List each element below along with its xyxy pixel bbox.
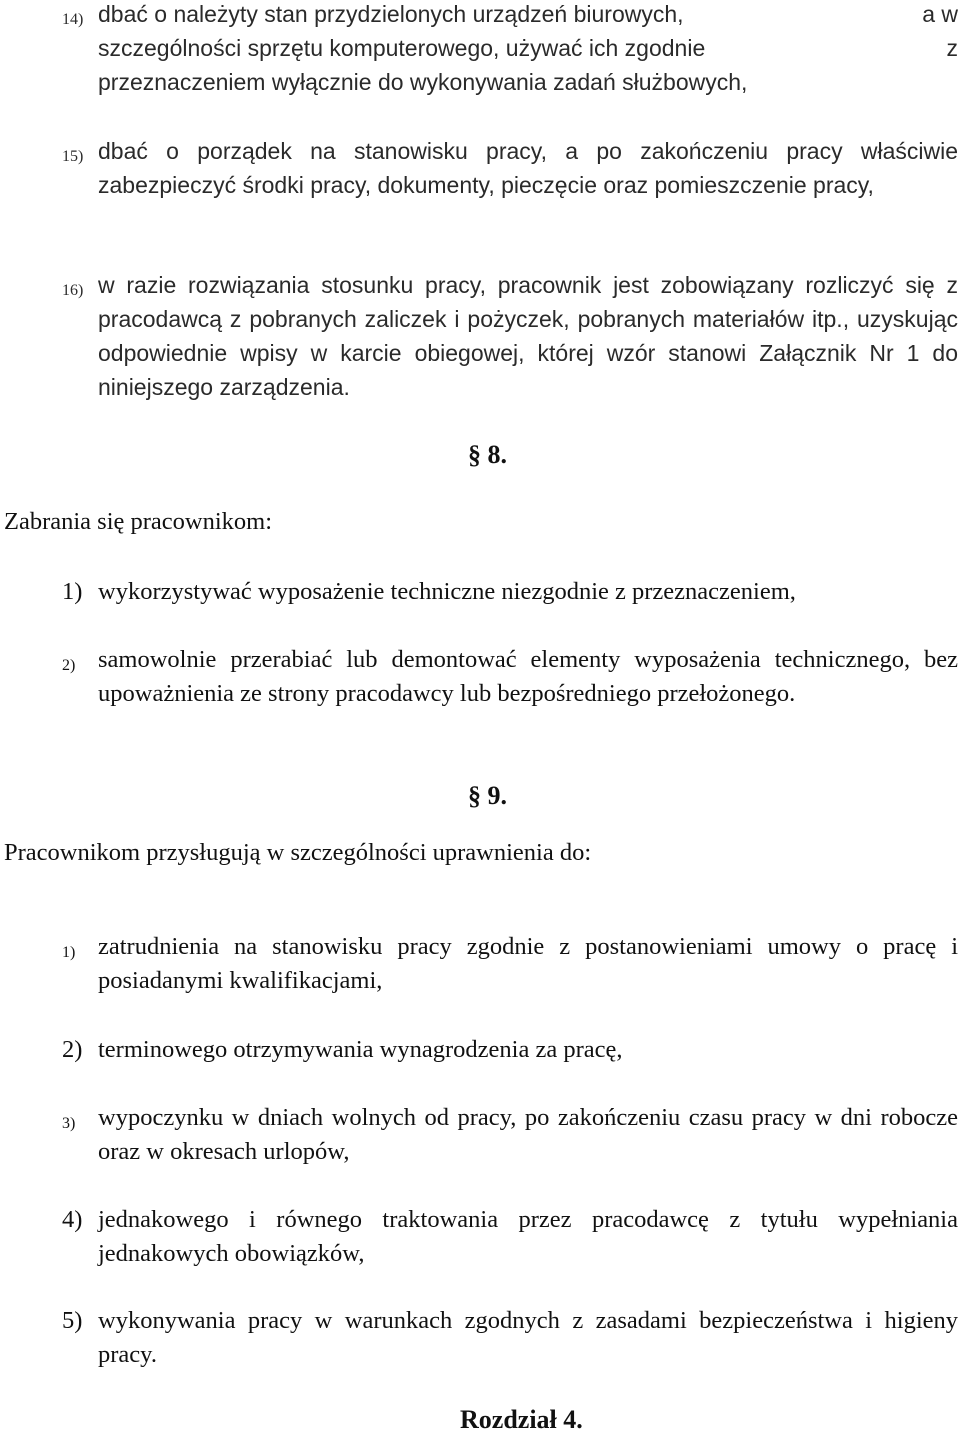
item-text xyxy=(98,0,958,99)
item-text: wykonywania pracy w warunkach zgodnych z zasadami bezpieczeństwa i higieny pracy. xyxy=(98,1307,958,1368)
list-item-16 xyxy=(62,268,958,404)
item-text: wypoczynku w dniach wolnych od pracy, po zakończeniu czasu pracy w dni robocze oraz w okresach urlopów, xyxy=(98,1104,958,1165)
entitlement-item-4 xyxy=(62,1203,958,1271)
item-text-line: szczególności sprzętu komputerowego, używać ich zgodnie xyxy=(98,35,706,61)
list-item-14 xyxy=(62,0,958,99)
item-number: 4) xyxy=(62,1206,83,1233)
item-number: 15) xyxy=(62,148,84,165)
item-number: 14) xyxy=(62,11,84,28)
item-text: wykorzystywać wyposażenie techniczne niezgodnie z przeznaczeniem, xyxy=(98,578,796,605)
item-number: 1) xyxy=(62,578,83,605)
prohibition-item-1 xyxy=(62,575,958,609)
item-text: terminowego otrzymywania wynagrodzenia za pracę, xyxy=(98,1036,623,1063)
entitlement-item-1 xyxy=(62,930,958,998)
section-heading-9: § 9. xyxy=(468,781,507,810)
chapter-heading: Rozdział 4. xyxy=(460,1405,583,1434)
entitlement-item-5 xyxy=(62,1304,958,1372)
entitlement-item-3 xyxy=(62,1101,958,1169)
item-text: zatrudnienia na stanowisku pracy zgodnie z postanowieniami umowy o pracę i posiadanymi kwalifikacjami, xyxy=(98,933,958,994)
section-lead-9: Pracownikom przysługują w szczególności uprawnienia do: xyxy=(4,839,592,866)
item-number: 5) xyxy=(62,1307,83,1334)
item-text-line: dbać o należyty stan przydzielonych urządzeń biurowych, xyxy=(98,1,684,27)
item-number: 3) xyxy=(62,1115,76,1132)
item-text: jednakowego i równego traktowania przez pracodawcę z tytułu wypełniania jednakowych obowiązków, xyxy=(98,1206,958,1267)
item-text: w razie rozwiązania stosunku pracy, pracownik jest zobowiązany rozliczyć się z pracodawcą z pobranych zaliczek i pożyczek, pobranych materiałów itp., uzyskując odpowiednie wpisy w karcie obiegowej, której wzór stanowi Załącznik Nr 1 do niniejszego zarządzenia. xyxy=(98,272,958,400)
item-text-line-end: z xyxy=(946,35,958,61)
item-number: 2) xyxy=(62,657,76,674)
entitlement-item-2 xyxy=(62,1033,958,1067)
section-heading-8: § 8. xyxy=(468,440,507,469)
item-number: 1) xyxy=(62,944,76,961)
item-text: dbać o porządek na stanowisku pracy, a po zakończeniu pracy właściwie zabezpieczyć środki pracy, dokumenty, pieczęcie oraz pomieszczenie pracy, xyxy=(98,138,958,198)
item-text-line: przeznaczeniem wyłącznie do wykonywania zadań służbowych, xyxy=(98,69,748,95)
item-number: 2) xyxy=(62,1036,83,1063)
item-text-line-end: a w xyxy=(922,1,958,27)
prohibition-item-2 xyxy=(62,643,958,711)
section-lead-8: Zabrania się pracownikom: xyxy=(4,508,273,535)
list-item-15 xyxy=(62,134,958,202)
item-number: 16) xyxy=(62,282,84,299)
item-text: samowolnie przerabiać lub demontować elementy wyposażenia technicznego, bez upoważnienia ze strony pracodawcy lub bezpośredniego przełożonego. xyxy=(98,646,958,707)
